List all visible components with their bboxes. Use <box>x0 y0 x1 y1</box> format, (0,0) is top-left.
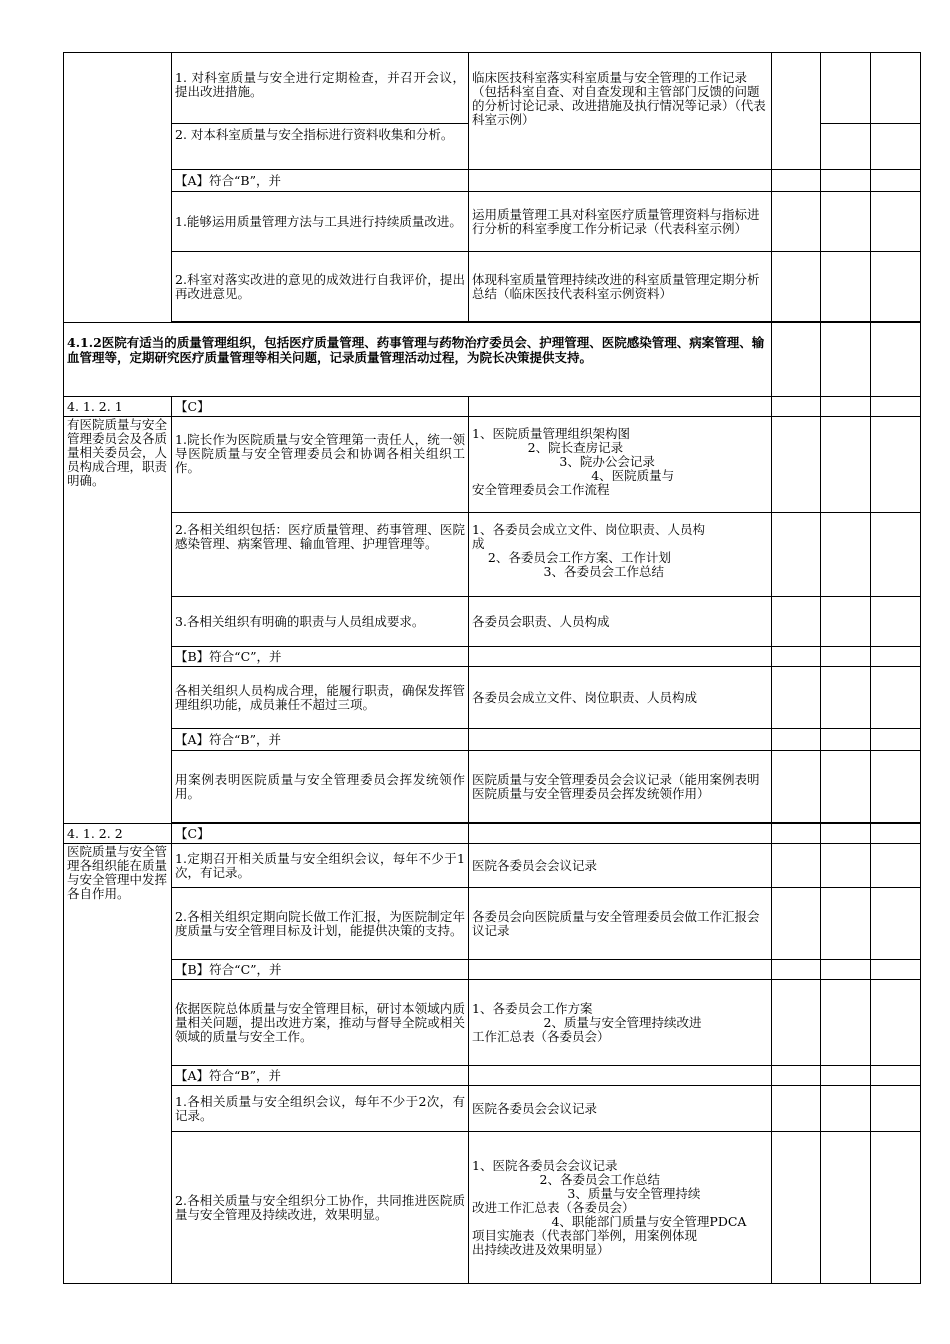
evidence-cell <box>469 1066 772 1086</box>
evidence-text: 各委员会职责、人员构成 <box>469 597 772 647</box>
evidence-text: 医院质量与安全管理委员会会议记录（能用案例表明医院质量与安全管理委员会挥发统领作用） <box>469 751 772 823</box>
score-cell <box>871 980 921 1066</box>
criterion-text: 1.定期召开相关质量与安全组织会议，每年不少于1次，有记录。 <box>172 844 469 888</box>
score-cell <box>871 647 921 667</box>
item-code: 4. 1. 2. 2 <box>64 824 172 844</box>
score-cell <box>821 170 871 192</box>
score-cell <box>821 667 871 729</box>
score-cell <box>821 980 871 1066</box>
evidence-list: 1、各委员会工作方案 2、质量与安全管理持续改进 工作汇总表（各委员会） <box>469 980 772 1066</box>
evidence-text: 体现科室质量管理持续改进的科室质量管理定期分析总结（临床医技代表科室示例资料） <box>469 252 772 322</box>
score-cell <box>871 192 921 252</box>
score-cell <box>821 252 871 322</box>
evidence-list: 1、各委员会成立文件、岗位职责、人员构 成 2、各委员会工作方案、工作计划 3、各委员会工作总结 <box>469 513 772 597</box>
evidence-text: 各委员会向医院质量与安全管理委员会做工作汇报会议记录 <box>469 888 772 960</box>
score-cell <box>821 1066 871 1086</box>
score-cell <box>871 597 921 647</box>
score-cell <box>871 397 921 417</box>
score-cell <box>871 417 921 513</box>
score-cell <box>871 888 921 960</box>
score-cell <box>772 53 821 170</box>
evidence-text: 临床医技科室落实科室质量与安全管理的工作记录（包括科室自查、对自查发现和主管部门反馈的问题的分析讨论记录、改进措施及执行情况等记录）（代表科室示例） <box>469 53 772 170</box>
item-code: 4. 1. 2. 1 <box>64 397 172 417</box>
evidence-list: 1、医院质量管理组织架构图 2、院长查房记录 3、院办公会记录 4、医院质量与 安全管理委员会工作流程 <box>469 417 772 513</box>
code-cell-prev <box>64 53 172 323</box>
evidence-cell <box>469 729 772 751</box>
evidence-cell <box>469 647 772 667</box>
score-cell <box>871 170 921 192</box>
criterion-text: 1.能够运用质量管理方法与工具进行持续质量改进。 <box>172 192 469 252</box>
criterion-text: 2.科室对落实改进的意见的成效进行自我评价，提出再改进意见。 <box>172 252 469 322</box>
score-cell <box>772 960 821 980</box>
score-cell <box>821 323 871 397</box>
score-cell <box>821 53 871 124</box>
criterion-text: 1.各相关质量与安全组织会议，每年不少于2次，有记录。 <box>172 1086 469 1132</box>
criterion-text: 2.各相关组织包括：医疗质量管理、药事管理、医院感染管理、病案管理、输血管理、护理管理等。 <box>172 513 469 597</box>
grade-c-header: 【C】 <box>172 397 469 417</box>
score-cell <box>772 888 821 960</box>
criterion-text: 依据医院总体质量与安全管理目标，研讨本领域内质量相关问题，提出改进方案，推动与督导全院或相关领域的质量与安全工作。 <box>172 980 469 1066</box>
grade-c-header: 【C】 <box>172 824 469 844</box>
score-cell <box>821 844 871 888</box>
criterion-text: 1.院长作为医院质量与安全管理第一责任人，统一领导医院质量与安全管理委员会和协调各相关组织工作。 <box>172 417 469 513</box>
evidence-text: 运用质量管理工具对科室医疗质量管理资料与指标进行分析的科室季度工作分析记录（代表科室示例） <box>469 192 772 252</box>
score-cell <box>772 1066 821 1086</box>
score-cell <box>772 729 821 751</box>
score-cell <box>821 751 871 823</box>
score-cell <box>772 513 821 597</box>
score-cell <box>772 397 821 417</box>
evidence-cell <box>469 397 772 417</box>
criterion-text: 用案例表明医院质量与安全管理委员会挥发统领作用。 <box>172 751 469 823</box>
score-cell <box>772 192 821 252</box>
grade-a-header: 【A】符合“B”，并 <box>172 170 469 192</box>
item-description: 医院质量与安全管理各组织能在质量与安全管理中发挥各自作用。 <box>64 844 172 1284</box>
evidence-text: 各委员会成立文件、岗位职责、人员构成 <box>469 667 772 729</box>
score-cell <box>772 417 821 513</box>
score-cell <box>871 729 921 751</box>
score-cell <box>871 252 921 322</box>
score-cell <box>772 647 821 667</box>
score-cell <box>772 1086 821 1132</box>
score-cell <box>871 824 921 844</box>
score-cell <box>772 980 821 1066</box>
score-cell <box>871 1066 921 1086</box>
score-cell <box>772 667 821 729</box>
criterion-text: 2.各相关质量与安全组织分工协作，共同推进医院质量与安全管理及持续改进，效果明显。 <box>172 1132 469 1284</box>
score-cell <box>821 192 871 252</box>
criterion-text: 2. 对本科室质量与安全指标进行资料收集和分析。 <box>172 124 469 170</box>
score-cell <box>871 844 921 888</box>
score-cell <box>871 53 921 124</box>
criterion-text: 1. 对科室质量与安全进行定期检查，并召开会议，提出改进措施。 <box>172 53 469 124</box>
score-cell <box>821 888 871 960</box>
assessment-table <box>63 52 921 1284</box>
criterion-text: 3.各相关组织有明确的职责与人员组成要求。 <box>172 597 469 647</box>
score-cell <box>772 252 821 322</box>
score-cell <box>772 597 821 647</box>
score-cell <box>871 667 921 729</box>
score-cell <box>871 1086 921 1132</box>
score-cell <box>871 513 921 597</box>
score-cell <box>772 323 821 397</box>
section-heading-4-1-2: 4.1.2医院有适当的质量管理组织，包括医疗质量管理、药事管理与药物治疗委员会、护理管理、医院感染管理、病案管理、输血管理等，定期研究医疗质量管理等相关问题，记录质量管理活动过程，为院长决策提供支持。 <box>64 323 772 397</box>
criterion-text: 各相关组织人员构成合理，能履行职责，确保发挥管理组织功能，成员兼任不超过三项。 <box>172 667 469 729</box>
grade-a-header: 【A】符合“B”，并 <box>172 1066 469 1086</box>
evidence-list: 1、医院各委员会会议记录 2、各委员会工作总结 3、质量与安全管理持续 改进工作汇总表（各委员会） 4、职能部门质量与安全管理PDCA 项目实施表（代表部门举例，用案例体现 出持续改进及效果明显） <box>469 1132 772 1284</box>
score-cell <box>772 844 821 888</box>
grade-b-header: 【B】符合“C”，并 <box>172 960 469 980</box>
evidence-cell <box>469 960 772 980</box>
score-cell <box>821 824 871 844</box>
grade-a-header: 【A】符合“B”，并 <box>172 729 469 751</box>
score-cell <box>772 1132 821 1284</box>
score-cell <box>821 960 871 980</box>
score-cell <box>871 1132 921 1284</box>
score-cell <box>772 751 821 823</box>
score-cell <box>871 323 921 397</box>
score-cell <box>821 729 871 751</box>
score-cell <box>821 124 871 170</box>
score-cell <box>821 1086 871 1132</box>
evidence-text: 医院各委员会会议记录 <box>469 844 772 888</box>
grade-b-header: 【B】符合“C”，并 <box>172 647 469 667</box>
score-cell <box>821 417 871 513</box>
score-cell <box>871 960 921 980</box>
score-cell <box>821 513 871 597</box>
score-cell <box>871 124 921 170</box>
evidence-text: 医院各委员会会议记录 <box>469 1086 772 1132</box>
score-cell <box>871 751 921 823</box>
score-cell <box>821 397 871 417</box>
score-cell <box>772 824 821 844</box>
evidence-cell <box>469 824 772 844</box>
score-cell <box>821 1132 871 1284</box>
score-cell <box>821 647 871 667</box>
score-cell <box>821 597 871 647</box>
evidence-cell <box>469 170 772 192</box>
score-cell <box>772 170 821 192</box>
item-description: 有医院质量与安全管理委员会及各质量相关委员会，人员构成合理，职责明确。 <box>64 417 172 824</box>
criterion-text: 2.各相关组织定期向院长做工作汇报，为医院制定年度质量与安全管理目标及计划，能提供决策的支持。 <box>172 888 469 960</box>
